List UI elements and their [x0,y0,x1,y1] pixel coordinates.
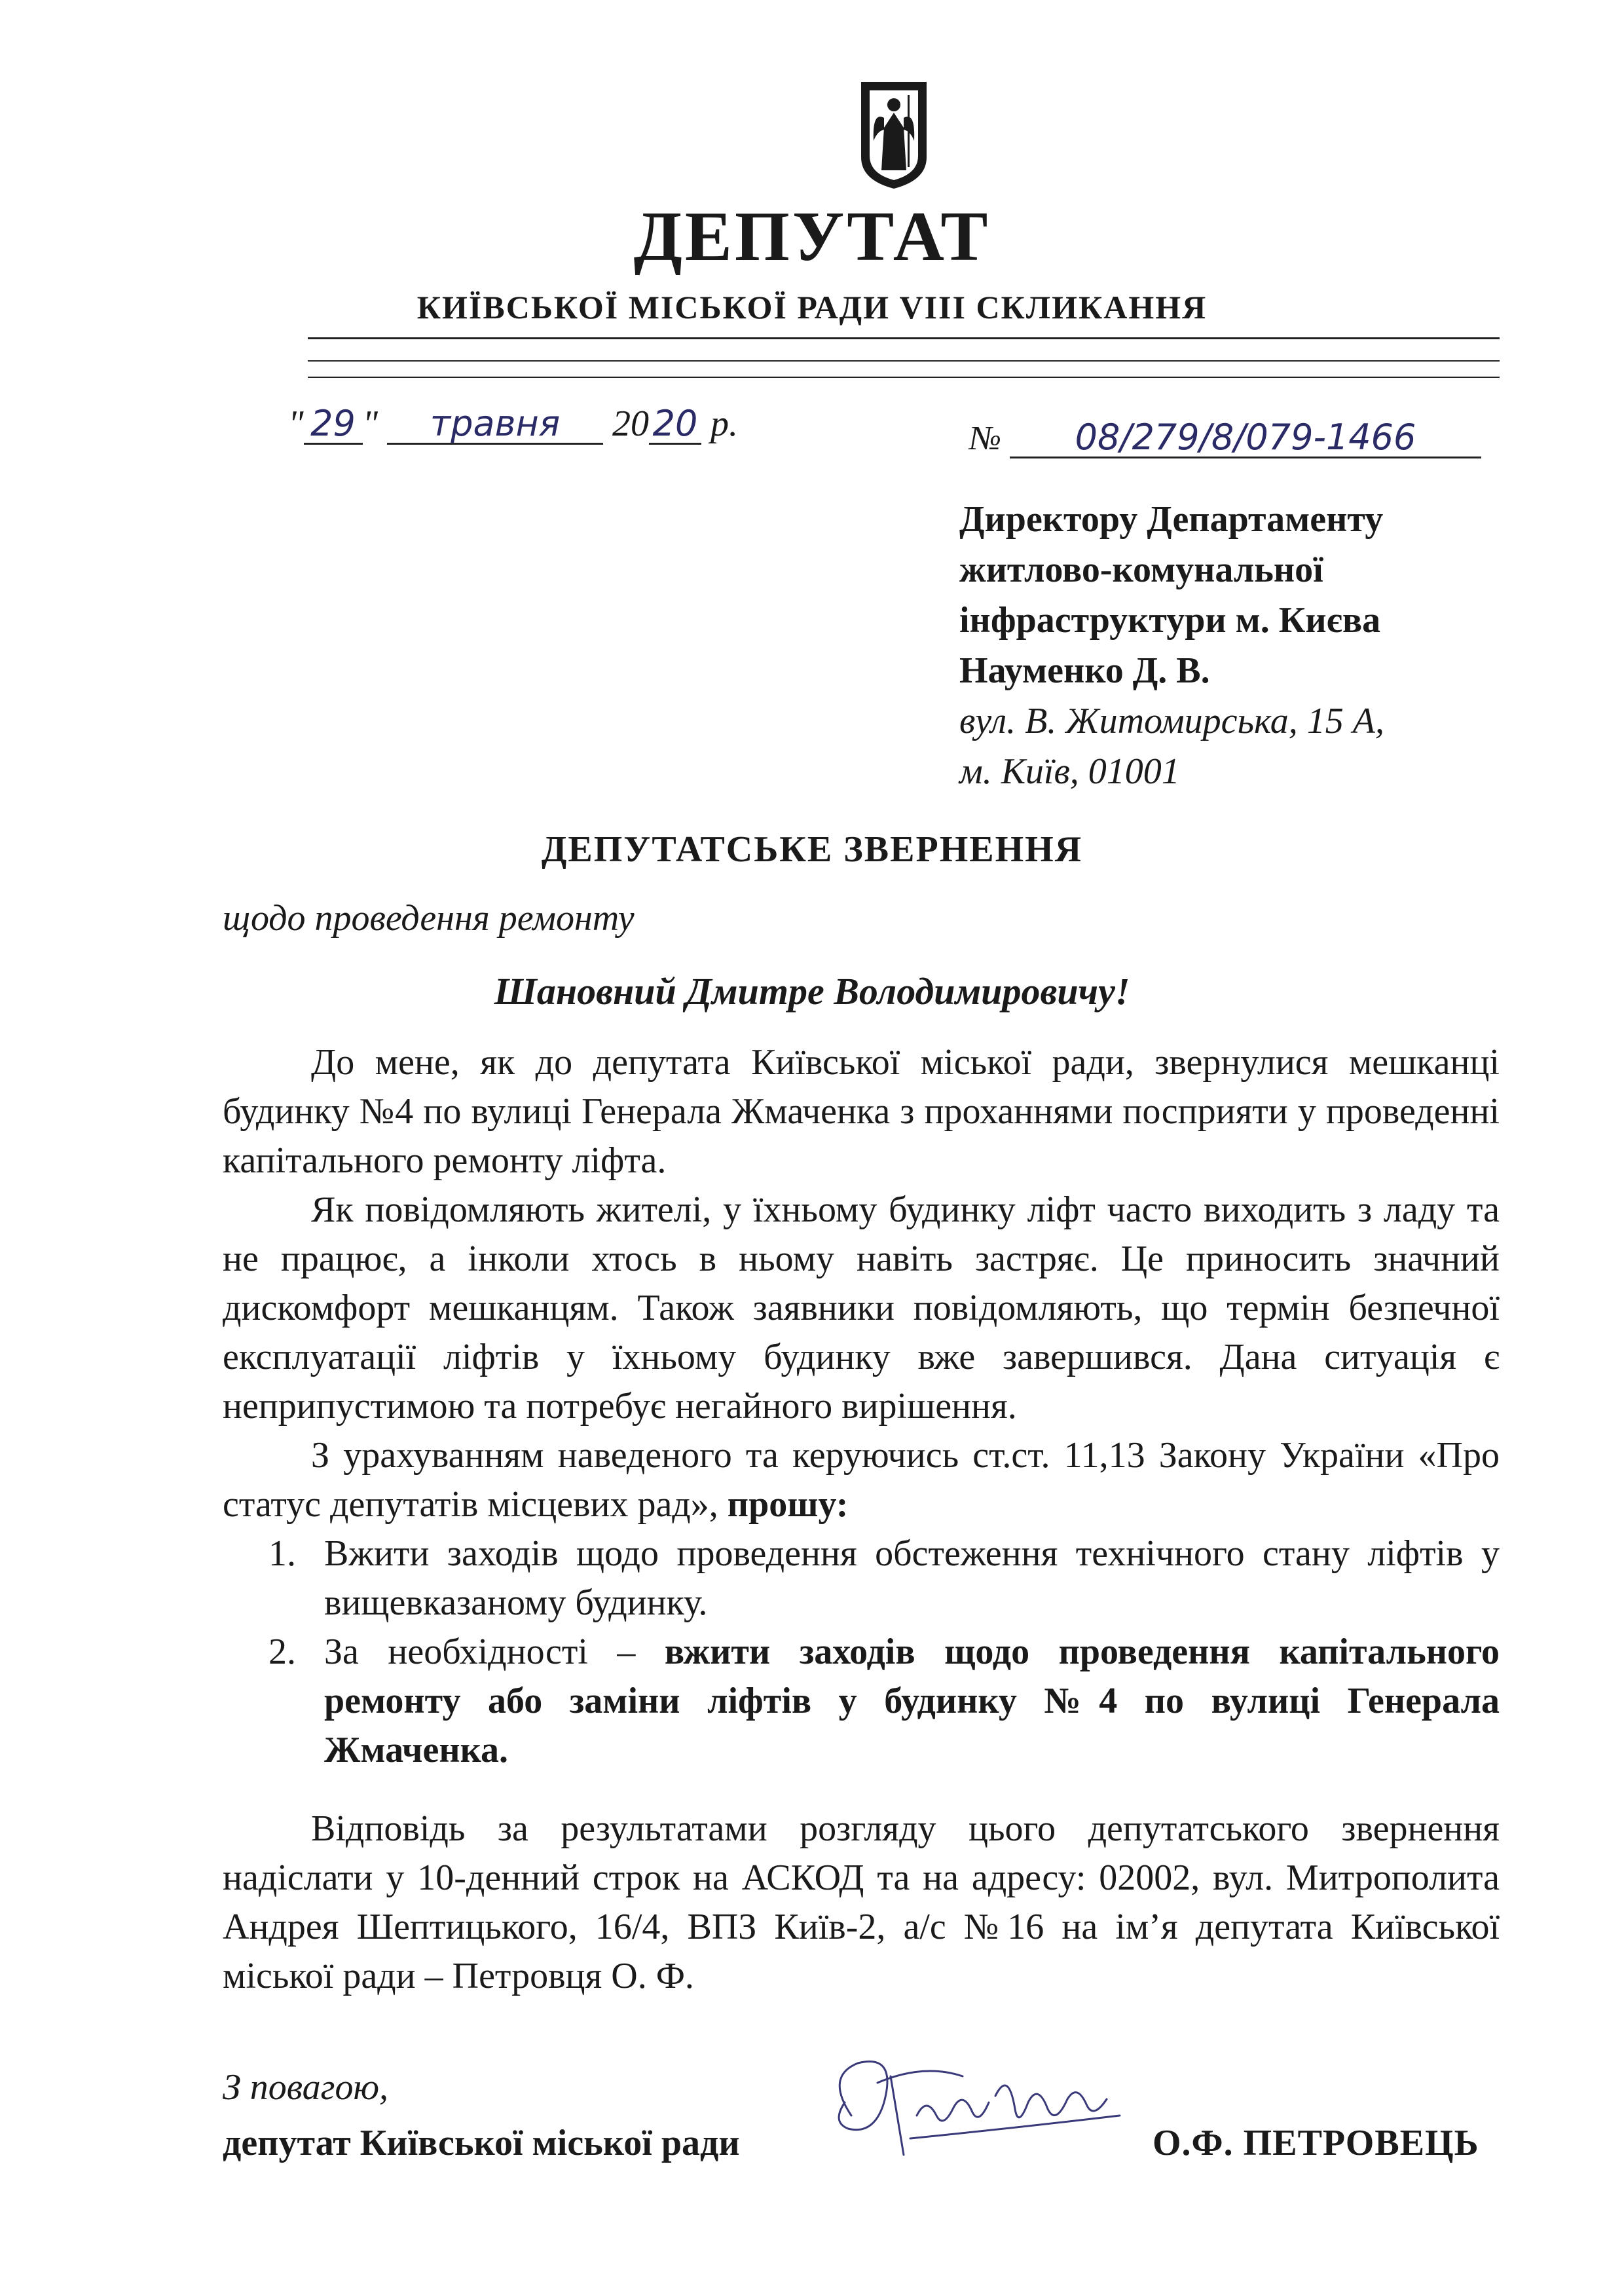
addressee-line-1: Директору Департаменту [959,499,1384,540]
letterhead-rule-middle [308,360,1500,362]
document-subject: щодо проведення ремонту [223,898,635,939]
closing-regards: З повагою, [223,2067,388,2108]
signatory-name: О.Ф. ПЕТРОВЕЦЬ [1153,2123,1479,2163]
date-year-prefix: 20 [612,403,650,444]
kyiv-coat-of-arms-icon [858,79,930,190]
addressee-name: Науменко Д. В. [959,650,1210,691]
list-item-bold-text: вжити заходів щодо проведення капітального ремонту або заміни ліфтів у будинку №4 по вулиці Генерала Жмаченка. [324,1632,1500,1770]
number-value: 08/279/8/079-1466 [1010,419,1481,458]
date-suffix: р. [710,403,739,444]
addressee-city: м. Київ, 01001 [959,751,1180,792]
request-list-item-2 [223,1628,1500,1775]
list-item [223,1628,1500,1775]
date-year-suffix: 20 [649,405,701,445]
date-month: травня [387,405,603,445]
date-day: 29 [304,405,363,445]
list-item-text: За необхідності – [324,1632,665,1672]
letterhead-rule-top [308,337,1500,339]
paragraph-3 [223,1431,1500,1529]
list-item-number: 1. [268,1533,296,1574]
addressee-street: вул. В. Житомирська, 15 А, [959,701,1384,741]
greeting: Шановний Дмитре Володимировичу! [494,970,1130,1013]
date-close-quote: " [362,403,378,444]
request-list-item-1 [223,1529,1500,1628]
document-title: ДЕПУТАТСЬКЕ ЗВЕРНЕННЯ [541,829,1083,870]
list-item-number: 2. [268,1632,296,1672]
date-open-quote: " [288,403,304,444]
letterhead-subtitle: КИЇВСЬКОЇ МІСЬКОЇ РАДИ VIII СКЛИКАННЯ [416,289,1208,326]
paragraph-3-request: прошу: [727,1484,849,1525]
paragraph-4: Відповідь за результатами розгляду цього депутатського звернення надіслати у 10-денний строк на АСКОД та на адресу: 02002, вул. Митрополита Андрея Шептицького, 16/4, ВПЗ Київ-2, а/с №16 на ім’я депутата Київської міської ради – Петровця О. Ф. [223,1808,1500,1996]
number-label: № [969,420,1002,457]
paragraph-3-text: З урахуванням наведеного та керуючись ст.ст. 11,13 Закону України «Про статус депутатів місцевих рад», [223,1435,1500,1525]
addressee-line-2: житлово-комунальної [959,550,1323,590]
letterhead-title: ДЕПУТАТ [633,198,991,276]
document-date [288,403,738,445]
list-item-text: Вжити заходів щодо проведення обстеження технічного стану ліфтів у вищевказаному будинку. [324,1533,1500,1623]
paragraph-1: До мене, як до депутата Київської міської ради, звернулися мешканці будинку №4 по вулиці Генерала Жмаченка з проханнями посприяти у проведенні капітального ремонту ліфта. [223,1042,1500,1181]
paragraph-2: Як повідомляють жителі, у їхньому будинку ліфт часто виходить з ладу та не працює, а інколи хтось в ньому навіть застряє. Це приносить значний дискомфорт мешканцям. Також заявники повідомляють, що термін безпечної експлуатації ліфтів у їхньому будинку вже завершився. Дана ситуація є неприпустимою та потребує негайного вирішення. [223,1189,1500,1427]
handwritten-signature-icon [812,2037,1153,2181]
addressee-line-3: інфраструктури м. Києва [959,600,1381,641]
document-number [969,419,1481,458]
list-item [223,1529,1500,1628]
letterhead-rule-bottom [308,377,1500,378]
signatory-role: депутат Київської міської ради [223,2123,740,2163]
addressee-block [959,494,1549,797]
